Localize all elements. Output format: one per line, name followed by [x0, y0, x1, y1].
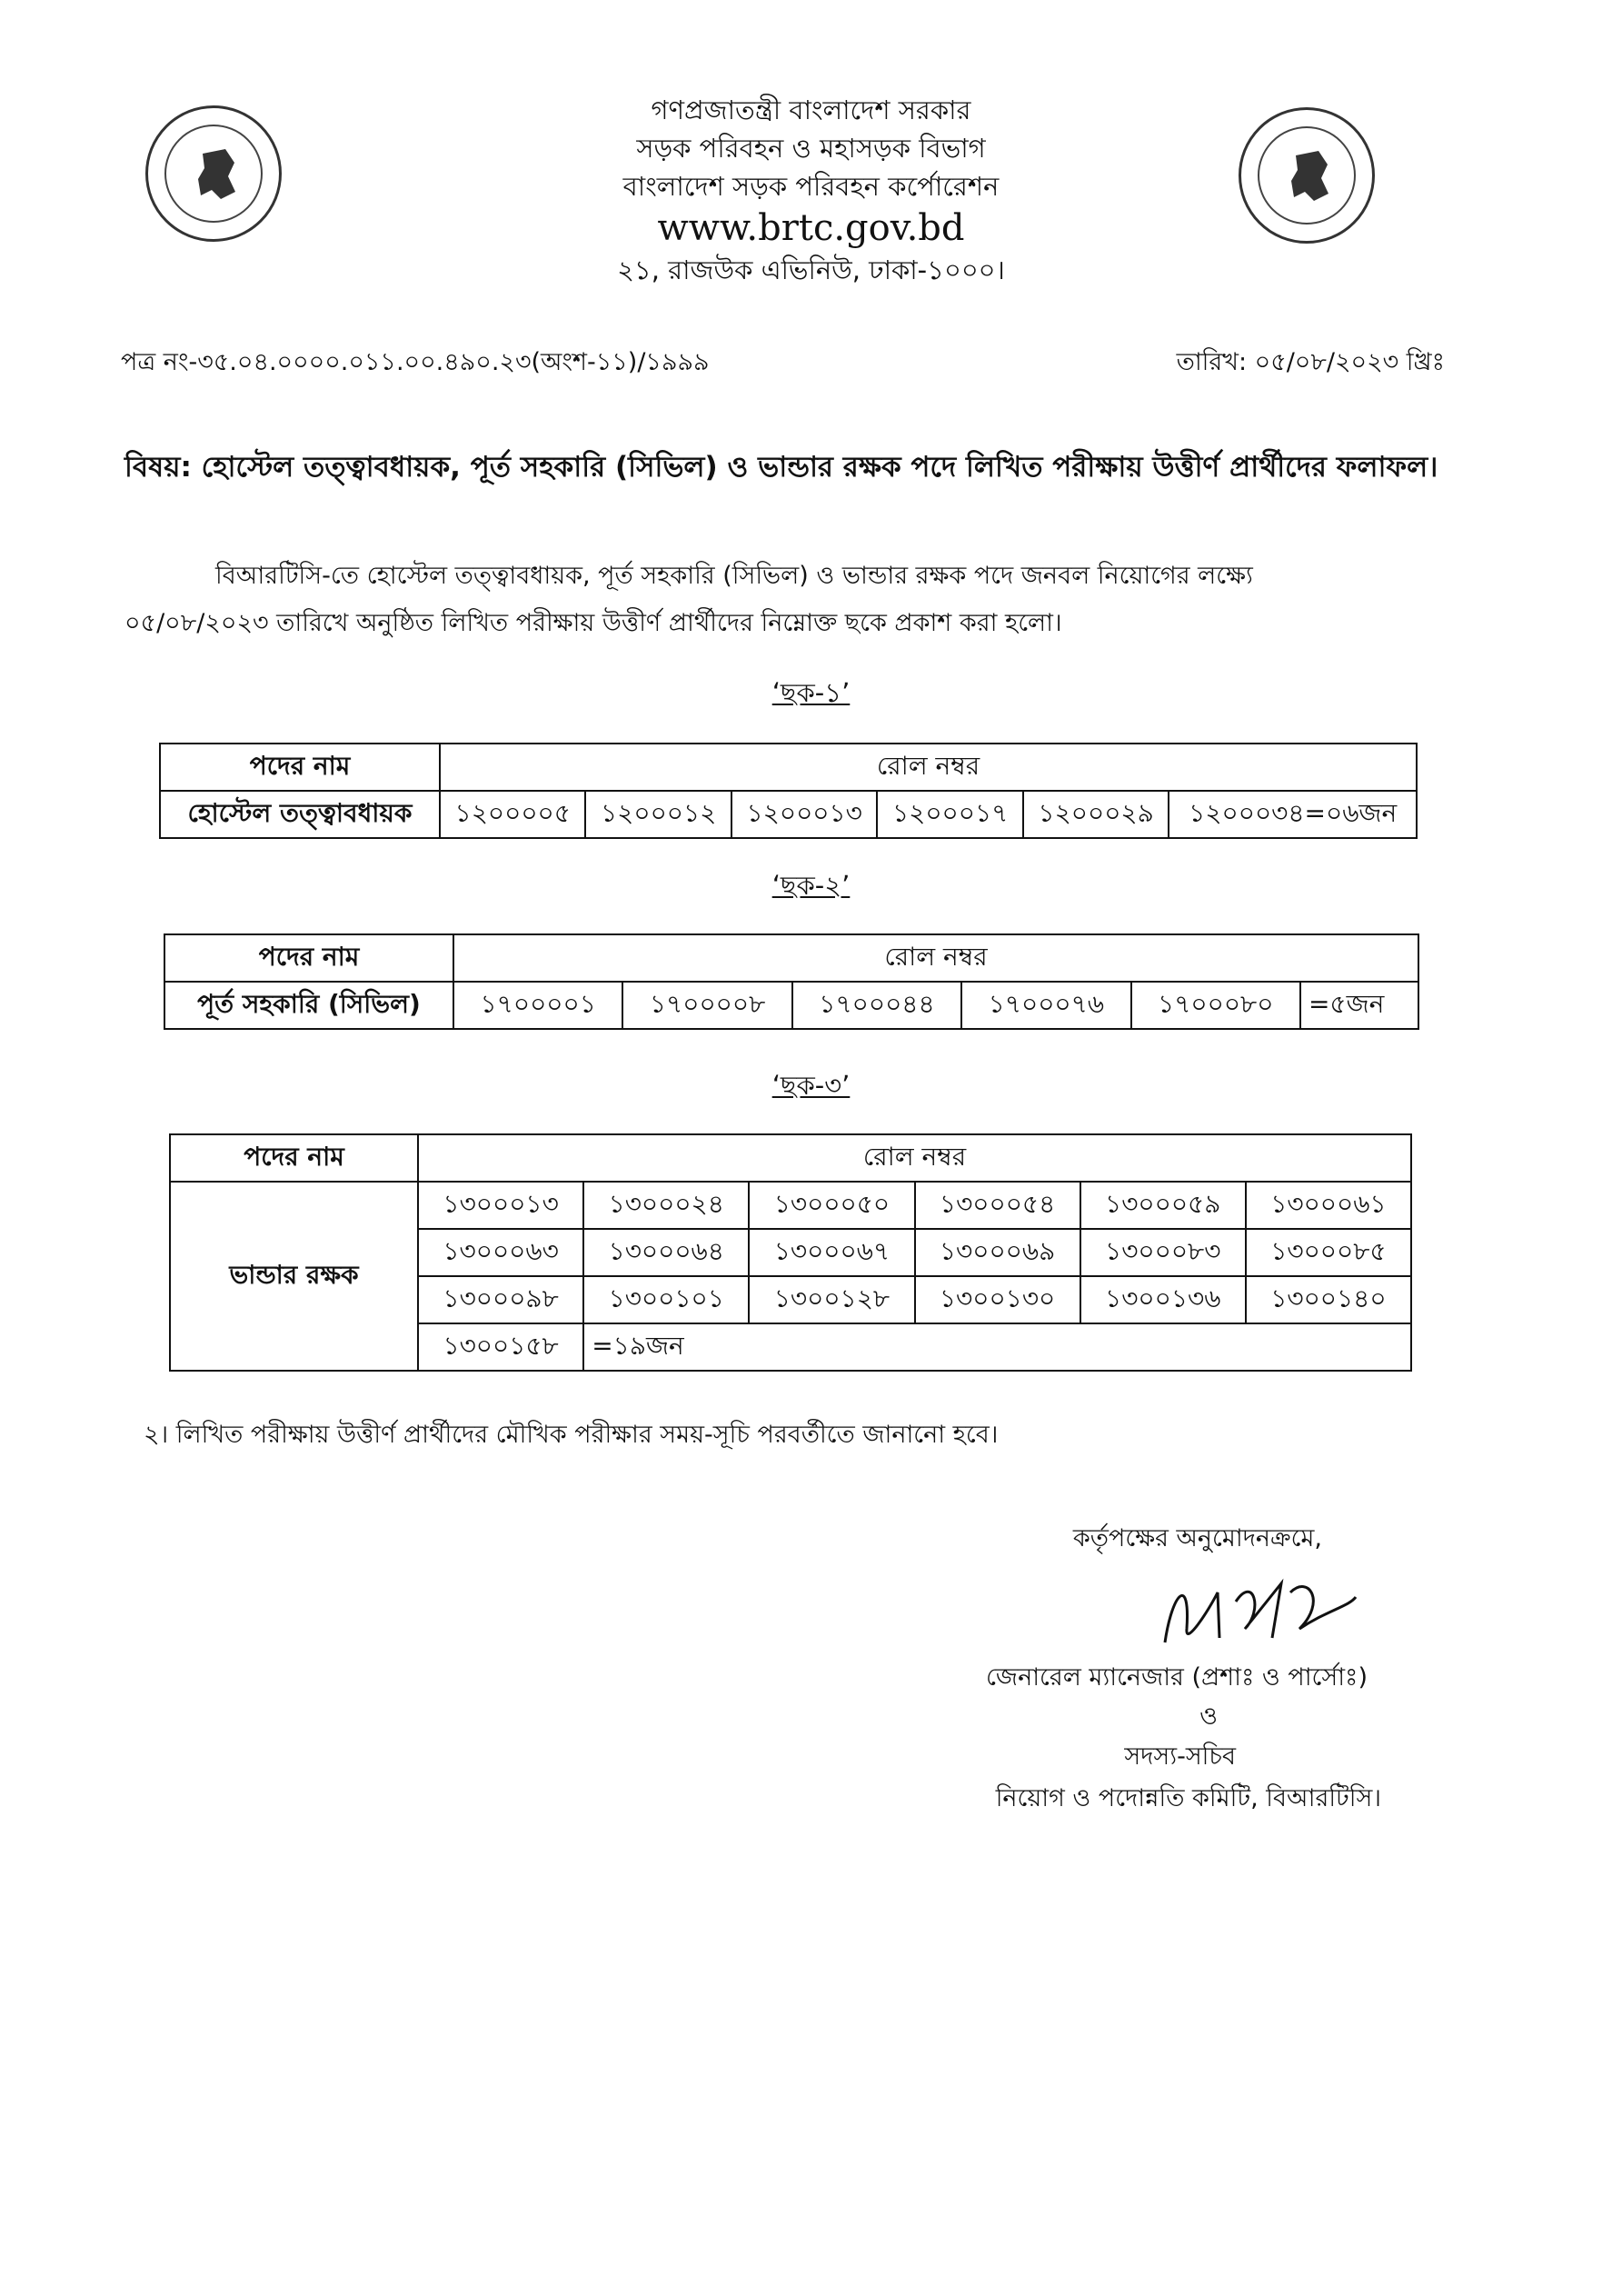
post-name: পূর্ত সহকারি (সিভিল): [164, 982, 453, 1029]
website: www.brtc.gov.bd: [657, 207, 965, 249]
roll-cell: ১৩০০০৬৯: [915, 1229, 1080, 1276]
roll-cell: ১৭০০০০৮: [622, 982, 791, 1029]
post-name: হোস্টেল তত্ত্বাবধায়ক: [160, 791, 440, 838]
signatory-committee: নিয়োগ ও পদোন্নতি কমিটি, বিআরটিসি।: [995, 1784, 1381, 1812]
office-address: ২১, রাজউক এভিনিউ, ঢাকা-১০০০।: [617, 255, 1005, 285]
division-name: সড়ক পরিবহন ও মহাসড়ক বিভাগ: [636, 133, 986, 164]
roll-cell: ১৭০০০৪৪: [792, 982, 961, 1029]
memo-date: তারিখ: ০৫/০৮/২০২৩ খ্রিঃ: [1176, 348, 1445, 376]
roll-cell: ১৩০০১৫৮: [418, 1323, 583, 1371]
table-header-roll: রোল নম্বর: [453, 934, 1418, 982]
post-name: ভান্ডার রক্ষক: [170, 1182, 418, 1371]
roll-cell: ১৭০০০৭৬: [961, 982, 1130, 1029]
roll-cell-total: =৫জন: [1300, 982, 1418, 1029]
roll-cell-total: ১২০০০৩৪=০৬জন: [1169, 791, 1417, 838]
roll-cell: ১৩০০০৬৩: [418, 1229, 583, 1276]
roll-cell: ১৩০০০৮৫: [1246, 1229, 1411, 1276]
roll-cell: ১৩০০১০১: [583, 1276, 749, 1323]
roll-cell: ১৭০০০০১: [453, 982, 622, 1029]
table-2-caption: ‘ছক-২’: [771, 870, 851, 901]
table-header-post: পদের নাম: [170, 1134, 418, 1182]
body-line-2: ০৫/০৮/২০২৩ তারিখে অনুষ্ঠিত লিখিত পরীক্ষায় উত্তীর্ণ প্রার্থীদের নিম্নোক্ত ছকে প্রকাশ করা হলো।: [124, 609, 1062, 637]
table-1-caption: ‘ছক-১’: [771, 677, 851, 708]
table-header-roll: রোল নম্বর: [440, 744, 1417, 791]
roll-cell: ১২০০০১৩: [731, 791, 877, 838]
body-line-1: বিআরটিসি-তে হোস্টেল তত্ত্বাবধায়ক, পূর্ত সহকারি (সিভিল) ও ভান্ডার রক্ষক পদে জনবল নিয়োগের লক্ষ্যে: [215, 562, 1253, 590]
table-header-post: পদের নাম: [160, 744, 440, 791]
government-name: গণপ্রজাতন্ত্রী বাংলাদেশ সরকার: [651, 95, 971, 125]
table-1: [159, 743, 1418, 839]
roll-cell: ১৩০০১৩৬: [1080, 1276, 1246, 1323]
table-header-post: পদের নাম: [164, 934, 453, 982]
subject-line: বিষয়: হোস্টেল তত্ত্বাবধায়ক, পূর্ত সহকারি (সিভিল) ও ভান্ডার রক্ষক পদে লিখিত পরীক্ষায় উত্তীর্ণ প্রার্থীদের ফলাফল।: [124, 451, 1438, 484]
roll-cell: ১৩০০০২৪: [583, 1182, 749, 1229]
handwritten-signature: [1154, 1556, 1363, 1656]
roll-cell: ১৩০০১৩০: [915, 1276, 1080, 1323]
roll-cell: ১৩০০০৮৩: [1080, 1229, 1246, 1276]
roll-cell: ১৩০০০৬৪: [583, 1229, 749, 1276]
table-3: [169, 1133, 1412, 1372]
roll-cell: ১২০০০১২: [585, 791, 731, 838]
roll-cell: ১৩০০০১৩: [418, 1182, 583, 1229]
roll-cell: ১২০০০২৯: [1023, 791, 1169, 838]
roll-cell: ১৩০০০৬৭: [749, 1229, 914, 1276]
roll-cell-total: =১৯জন: [583, 1323, 1411, 1371]
roll-cell: ১৩০০১৪০: [1246, 1276, 1411, 1323]
roll-cell: ১৩০০০৫৯: [1080, 1182, 1246, 1229]
footnote: ২। লিখিত পরীক্ষায় উত্তীর্ণ প্রার্থীদের মৌখিক পরীক্ষার সময়-সূচি পরবর্তীতে জানানো হবে।: [144, 1421, 999, 1449]
roll-cell: ১৩০০০৫০: [749, 1182, 914, 1229]
roll-cell: ১২০০০১৭: [877, 791, 1022, 838]
table-header-roll: রোল নম্বর: [418, 1134, 1411, 1182]
corporation-name: বাংলাদেশ সড়ক পরিবহন কর্পোরেশন: [622, 171, 1000, 202]
table-2: [164, 933, 1419, 1030]
signatory-role: সদস্য-সচিব: [1124, 1742, 1236, 1771]
roll-cell: ১৩০০১২৮: [749, 1276, 914, 1323]
signatory-conjunction: ও: [1199, 1702, 1218, 1731]
roll-cell: ১৩০০০৬১: [1246, 1182, 1411, 1229]
roll-cell: ১৭০০০৮০: [1131, 982, 1300, 1029]
roll-cell: ১৩০০০৯৮: [418, 1276, 583, 1323]
signatory-designation: জেনারেল ম্যানেজার (প্রশাঃ ও পার্সোঃ): [985, 1663, 1368, 1692]
memo-number: পত্র নং-৩৫.০৪.০০০০.০১১.০০.৪৯০.২৩(অংশ-১১)/১৯৯৯: [121, 348, 710, 376]
roll-cell: ১৩০০০৫৪: [915, 1182, 1080, 1229]
roll-cell: ১২০০০০৫: [440, 791, 585, 838]
table-3-caption: ‘ছক-৩’: [771, 1070, 851, 1101]
approval-line: কর্তৃপক্ষের অনুমোদনক্রমে,: [1072, 1524, 1322, 1552]
letterhead: [0, 91, 1622, 289]
